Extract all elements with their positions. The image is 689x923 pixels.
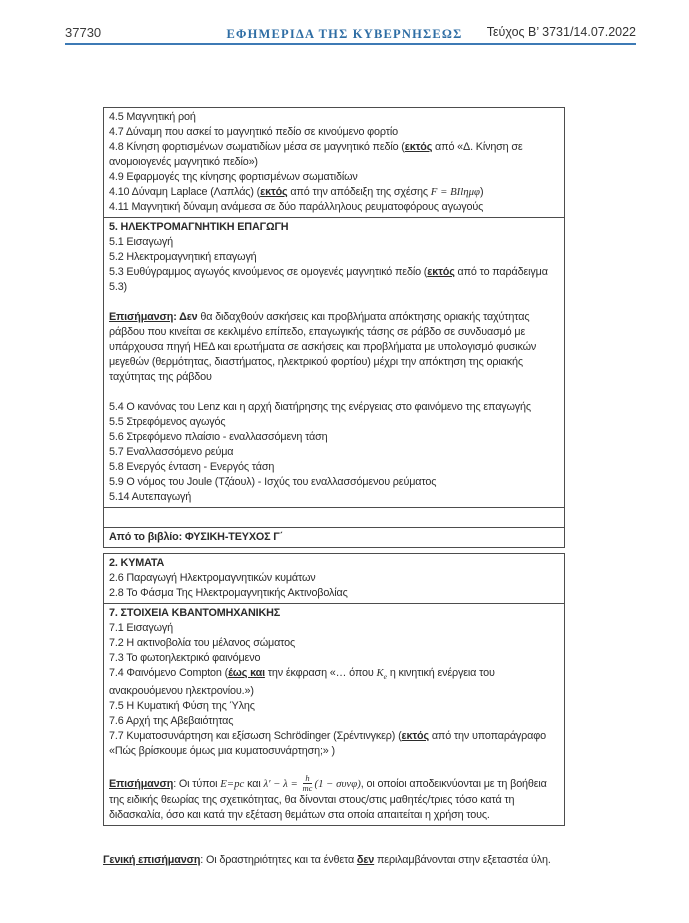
curriculum-line: [109, 460, 559, 475]
text-segment: 4.11 Μαγνητική δύναμη ανάμεσα σε δύο παράλληλους ρευματοφόρους αγωγούς: [109, 201, 484, 213]
fraction-numerator: h: [303, 774, 313, 784]
text-segment: 5.8 Ενεργός ένταση - Ενεργός τάση: [109, 461, 275, 473]
text-segment: 5.14 Αυτεπαγωγή: [109, 491, 192, 503]
blank-line: [109, 759, 559, 774]
text-segment: Επισήμανση: [109, 778, 174, 791]
text-segment: 7.7 Κυματοσυνάρτηση και εξίσωση Schrödinger (Σρέντινγκερ) (: [109, 730, 402, 743]
text-segment: η κινητική ενέργεια του ανακρουόμενου ηλεκτρονίου.»): [109, 667, 495, 698]
text-segment: εκτός: [427, 266, 455, 278]
curriculum-line: [109, 185, 559, 200]
text-segment: 2. ΚΥΜΑΤΑ: [109, 557, 165, 569]
text-segment: θα διδαχθούν ασκήσεις και προβλήματα απόκτησης οριακής ταχύτητας ράβδου που κινείται σε κεκλιμένο επίπεδο, επαγωγικής τάσης σε ράβδο σε συνδυασμό με υπάρχουσα πηγή ΗΕΔ και ερωτήματα σε ασκήσεις και προβλήματα με υπολογισμό φυσικών μεγεθών (θερμότητας, διαστήματος, ηλεκτρικού φορτίου) μέχρι την απόκτηση της οριακής ταχύτητας της ράβδου: [109, 311, 537, 383]
table-row: [103, 218, 565, 508]
text-segment: εκτός: [260, 186, 288, 198]
text-segment: 4.8 Κίνηση φορτισμένων σωματιδίων μέσα σε μαγνητικό πεδίο (: [109, 141, 405, 153]
text-segment: :: [173, 311, 180, 323]
text-segment: από την υποπαράγραφο «Πώς βρίσκουμε όμως μια κυματοσυνάρτηση;» ): [109, 730, 546, 758]
text-segment: εκτός: [401, 730, 429, 743]
curriculum-line: [109, 556, 559, 571]
text-segment: Επισήμανση: [109, 311, 174, 323]
text-segment: 5.9 Ο νόμος του Joule (Τζάουλ) - Ισχύς του εναλλασσόμενου ρεύματος: [109, 476, 437, 488]
curriculum-line: [109, 774, 559, 823]
blank-line: [109, 385, 559, 400]
text-segment: 7.5 Η Κυματική Φύση της Ύλης: [109, 700, 255, 713]
curriculum-line: [109, 400, 559, 415]
table-row: [103, 107, 565, 218]
curriculum-line: [109, 140, 559, 170]
curriculum-line: [103, 852, 595, 869]
curriculum-line: [109, 415, 559, 430]
formula-text: E=pc: [220, 778, 245, 791]
formula-text: e: [383, 672, 387, 682]
page-content: [103, 107, 565, 869]
curriculum-line: [109, 621, 559, 636]
text-segment: 5.2 Ηλεκτρομαγνητική επαγωγή: [109, 251, 257, 263]
text-segment: 4.5 Μαγνητική ροή: [109, 111, 196, 123]
text-segment: 5.6 Στρεφόμενο πλαίσιο - εναλλασσόμενη τάση: [109, 431, 328, 443]
text-segment: 5. ΗΛΕΚΤΡΟΜΑΓΝΗΤΙΚΗ ΕΠΑΓΩΓΗ: [109, 221, 289, 233]
fraction-denominator: mc: [302, 783, 313, 794]
curriculum-line: [109, 220, 559, 235]
text-segment: ): [480, 186, 484, 198]
curriculum-line: [109, 636, 559, 651]
text-segment: 7.2 Η ακτινοβολία του μέλανος σώματος: [109, 637, 296, 649]
text-segment: 7.3 Το φωτοηλεκτρικό φαινόμενο: [109, 652, 261, 664]
text-segment: από το παράδειγμα 5.3): [109, 266, 548, 293]
text-segment: 4.9 Εφαρμογές της κίνησης φορτισμένων σωματιδίων: [109, 171, 358, 183]
curriculum-line: [109, 530, 559, 545]
curriculum-line: [109, 714, 559, 729]
curriculum-line: [109, 445, 559, 460]
blank-line: [109, 295, 559, 310]
table-row: [103, 604, 565, 826]
curriculum-line: [109, 490, 559, 505]
curriculum-line: [109, 310, 559, 385]
table-row: [103, 528, 565, 548]
text-segment: : Οι δραστηριότητες και τα ένθετα: [200, 854, 357, 866]
curriculum-line: [109, 235, 559, 250]
formula-text: K: [376, 667, 384, 679]
text-segment: 5.5 Στρεφόμενος αγωγός: [109, 416, 226, 428]
text-segment: εκτός: [404, 141, 433, 153]
text-segment: 7.4 Φαινόμενο Compton (: [109, 667, 229, 679]
curriculum-line: [109, 430, 559, 445]
text-segment: , οι οποίοι αποδεικνύονται με τη βοήθεια της ειδικής θεωρίας της σχετικότητας, θα δίνονται στους/στις μαθητές/τριες τόσο κατά τη διδασκαλία, όσο και κατά την εξέταση θεμάτων στα οποία απαιτείται η χρήση τους.: [109, 778, 547, 821]
text-segment: 7.6 Αρχή της Αβεβαιότητας: [109, 715, 234, 728]
text-segment: 4.10 Δύναμη Laplace (Λαπλάς) (: [109, 186, 261, 198]
table-row: [103, 553, 565, 604]
curriculum-line: [109, 265, 559, 295]
text-segment: περιλαμβάνονται στην εξεταστέα ύλη.: [374, 854, 551, 866]
text-segment: και: [244, 778, 264, 791]
text-segment: δεν: [356, 854, 375, 866]
text-segment: 7.1 Εισαγωγή: [109, 622, 173, 634]
curriculum-line: [109, 125, 559, 140]
curriculum-line: [109, 250, 559, 265]
curriculum-line: [109, 586, 559, 601]
text-segment: : Οι τύποι: [173, 778, 221, 791]
fraction-formula: [303, 774, 313, 793]
curriculum-table-physics-c: [103, 553, 565, 826]
gazette-title: ΕΦΗΜΕΡΙΔΑ ΤΗΣ ΚΥΒΕΡΝΗΣΕΩΣ: [226, 27, 463, 41]
text-segment: Από το βιβλίο: ΦΥΣΙΚΗ-ΤΕΥΧΟΣ Γ΄: [109, 531, 284, 543]
curriculum-line: [109, 666, 559, 699]
text-segment: 5.7 Εναλλασσόμενο ρεύμα: [109, 446, 234, 458]
curriculum-table-physics-b: [103, 107, 565, 548]
text-segment: 5.3 Ευθύγραμμος αγωγός κινούμενος σε ομογενές μαγνητικό πεδίο (: [109, 266, 428, 278]
general-note: [103, 852, 595, 869]
curriculum-line: [109, 729, 559, 759]
text-segment: από «Δ. Κίνηση σε ανομοιογενές μαγνητικό πεδίο»): [109, 141, 523, 168]
text-segment: έως και: [228, 667, 265, 679]
table-row: [103, 508, 565, 528]
formula-text: (1 − συνφ): [314, 778, 361, 791]
text-segment: από την απόδειξη της σχέσης: [287, 186, 431, 198]
curriculum-line: [109, 110, 559, 125]
text-segment: 4.7 Δύναμη που ασκεί το μαγνητικό πεδίο σε κινούμενο φορτίο: [109, 126, 398, 138]
header-rule: [65, 43, 636, 45]
curriculum-line: [109, 571, 559, 586]
page-number: 37730: [65, 25, 102, 40]
formula-text: λ′ − λ =: [263, 778, 301, 791]
curriculum-line: [109, 651, 559, 666]
blank-line: [109, 510, 559, 525]
text-segment: 2.6 Παραγωγή Ηλεκτρομαγνητικών κυμάτων: [109, 572, 316, 584]
text-segment: Δεν: [179, 311, 198, 323]
formula-text: F = BIlημφ: [430, 186, 481, 198]
text-segment: 2.8 Το Φάσμα Της Ηλεκτρομαγνητικής Ακτινοβολίας: [109, 587, 348, 599]
issue-label: Τεύχος Β’ 3731/14.07.2022: [486, 25, 636, 39]
text-segment: την έκφραση «… όπου: [264, 667, 377, 679]
curriculum-line: [109, 699, 559, 714]
curriculum-line: [109, 475, 559, 490]
text-segment: 5.4 Ο κανόνας του Lenz και η αρχή διατήρησης της ενέργειας στο φαινόμενο της επαγωγής: [109, 401, 531, 413]
text-segment: Γενική επισήμανση: [103, 854, 201, 866]
text-segment: 7. ΣΤΟΙΧΕΙΑ ΚΒΑΝΤΟΜΗΧΑΝΙΚΗΣ: [109, 607, 281, 619]
curriculum-line: [109, 170, 559, 185]
curriculum-line: [109, 606, 559, 621]
curriculum-line: [109, 200, 559, 215]
text-segment: 5.1 Εισαγωγή: [109, 236, 173, 248]
